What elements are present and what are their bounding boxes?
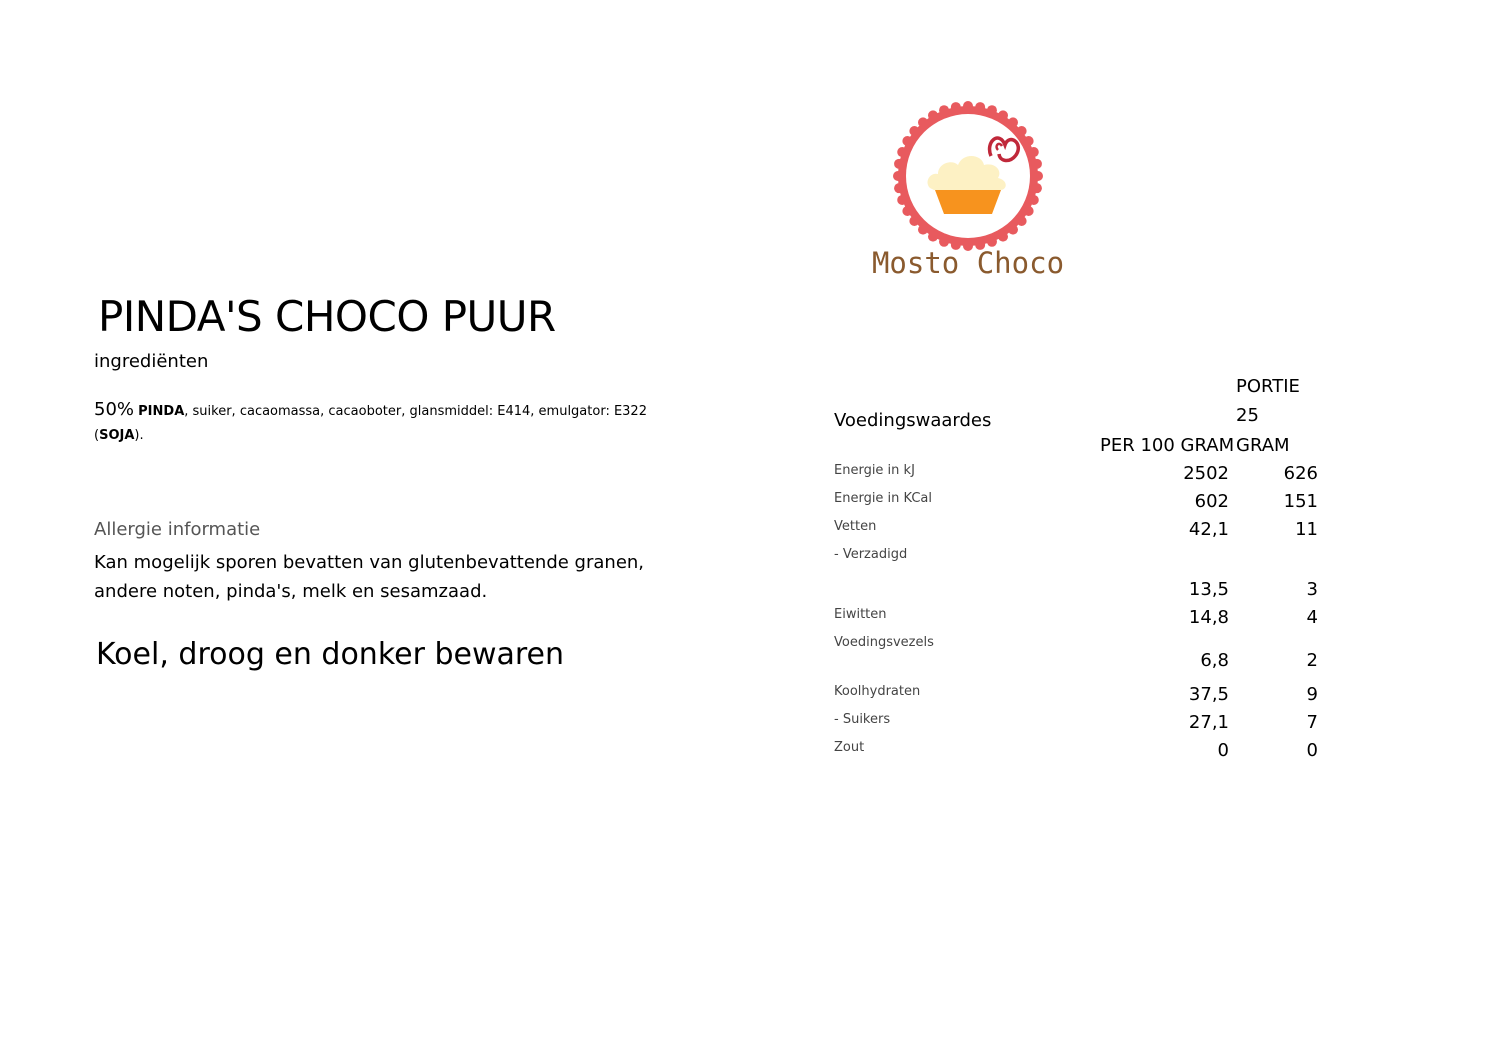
nutrient-per100-value: 42,1	[1188, 519, 1229, 540]
ingredients-heading: ingrediënten	[94, 351, 209, 372]
nutrient-portion-value: 151	[1283, 491, 1318, 512]
cupcake-base-icon	[935, 190, 1001, 214]
portion-header-line2: 25	[1236, 405, 1259, 426]
nutrient-per100-value: 602	[1194, 491, 1229, 512]
allergen-pinda: PINDA	[138, 404, 185, 419]
portion-header-line3: GRAM	[1236, 435, 1290, 456]
nutrient-portion-value: 2	[1306, 650, 1318, 671]
nutrient-label: Energie in KCal	[834, 491, 933, 506]
nutrient-label: - Suikers	[834, 712, 891, 727]
nutrient-per100-value: 0	[1217, 740, 1229, 761]
nutrient-label: Voedingsvezels	[834, 635, 934, 650]
nutrient-label: - Verzadigd	[834, 547, 908, 562]
nutrient-label: Koolhydraten	[834, 684, 921, 699]
nutrient-per100-value: 6,8	[1200, 650, 1229, 671]
nutrient-portion-value: 0	[1306, 740, 1318, 761]
nutrient-portion-value: 4	[1306, 607, 1318, 628]
allergy-heading: Allergie informatie	[94, 519, 261, 540]
product-title: PINDA'S CHOCO PUUR	[98, 292, 556, 341]
portion-header-line1: PORTIE	[1236, 376, 1300, 397]
ingredients-percent: 50%	[94, 399, 135, 420]
ingredients-end: ).	[134, 428, 144, 443]
nutrient-portion-value: 3	[1306, 579, 1318, 600]
nutrient-portion-value: 7	[1306, 712, 1318, 733]
nutrient-portion-value: 9	[1306, 684, 1318, 705]
nutrient-per100-value: 37,5	[1188, 684, 1229, 705]
ingredients-list: , suiker, cacaomassa, cacaoboter, glansmiddel: E414, emulgator: E322 (	[94, 404, 647, 443]
nutrient-per100-value: 13,5	[1188, 579, 1229, 600]
nutrient-label: Zout	[834, 740, 865, 755]
nutrient-portion-value: 11	[1295, 519, 1318, 540]
nutrient-portion-value: 626	[1283, 463, 1318, 484]
nutrition-heading: Voedingswaardes	[834, 410, 992, 431]
per100-header: PER 100 GRAM	[1100, 435, 1235, 456]
nutrient-label: Vetten	[834, 519, 877, 534]
allergy-text: Kan mogelijk sporen bevatten van glutenbevattende granen, andere noten, pinda's, melk en sesamzaad.	[94, 552, 645, 602]
cupcake-logo-icon	[858, 100, 1082, 290]
storage-instructions: Koel, droog en donker bewaren	[96, 637, 565, 672]
ingredients-text	[94, 398, 654, 448]
nutrient-per100-value: 2502	[1183, 463, 1229, 484]
nutrient-per100-value: 14,8	[1188, 607, 1229, 628]
brand-name: Mosto Choco	[871, 246, 1065, 280]
nutrient-per100-value: 27,1	[1188, 712, 1229, 733]
allergen-soja: SOJA	[99, 428, 135, 443]
nutrient-label: Energie in kJ	[834, 463, 915, 478]
brand-logo	[858, 100, 1082, 290]
nutrient-label: Eiwitten	[834, 607, 887, 622]
